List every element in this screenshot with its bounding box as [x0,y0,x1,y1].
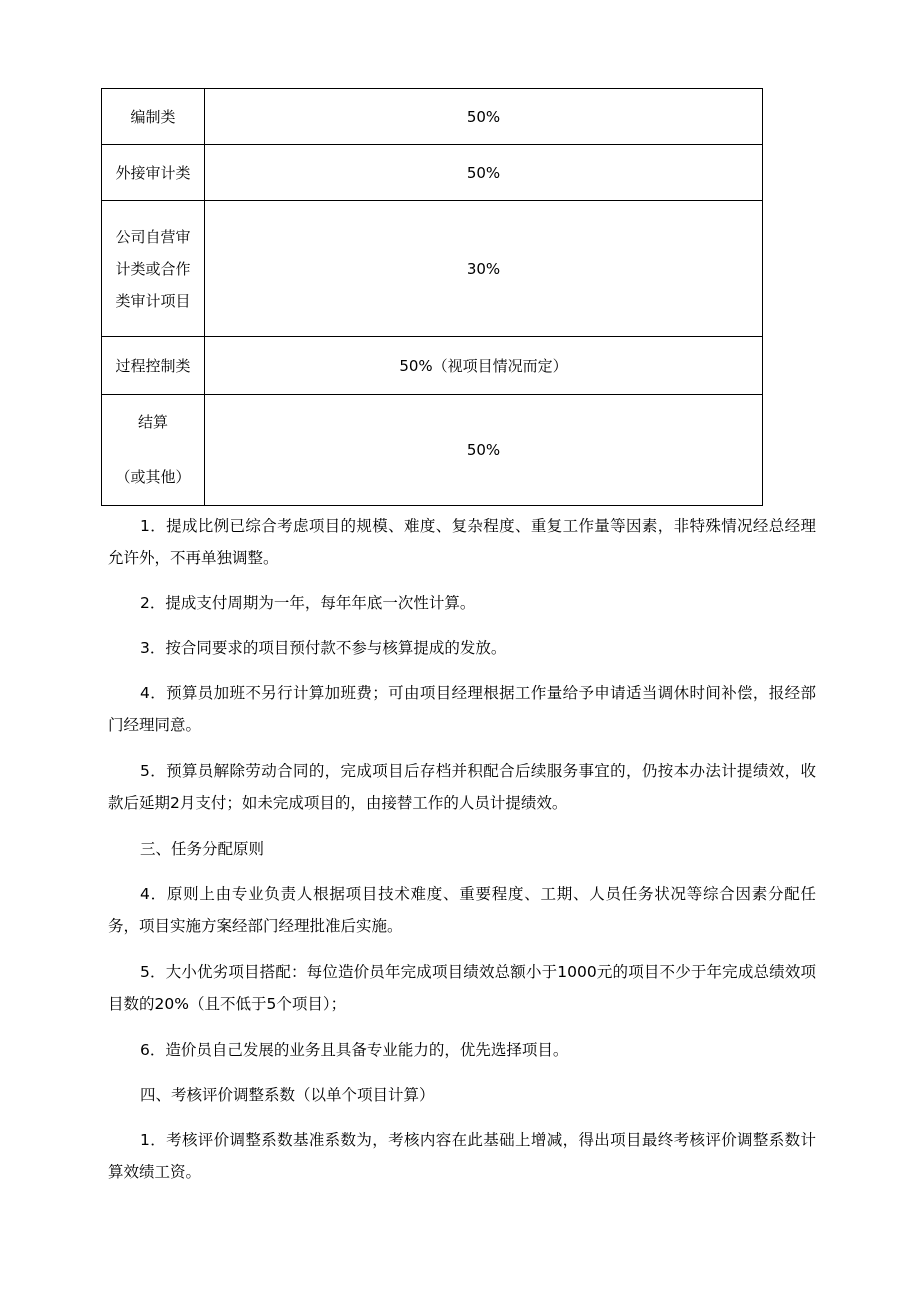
table-row [102,201,763,337]
row-value: 50% [205,89,763,145]
row-value: 50% [205,145,763,201]
row-label-line: 结算 [137,413,168,431]
paragraph-2: 2．提成支付周期为一年，每年年底一次性计算。 [140,594,476,612]
row-label [102,395,205,506]
paragraph-3: 3．按合同要求的项目预付款不参与核算提成的发放。 [140,639,507,657]
row-label [102,201,205,337]
row-label-line: 类审计项目 [115,291,191,310]
row-label-line: 计类或合作 [115,259,191,278]
row-label-text: 外接审计类 [115,163,191,182]
row-label-text: 编制类 [130,107,176,126]
paragraph-5: 5．预算员解除劳动合同的，完成项目后存档并积配合后续服务事宜的，仍按本办法计提绩效，收款后延期2月支付；如未完成项目的，由接替工作的人员计提绩效。 [108,762,816,812]
paragraph-6: 4．原则上由专业负责人根据项目技术难度、重要程度、工期、人员任务状况等综合因素分配任务，项目实施方案经部门经理批准后实施。 [108,885,816,935]
row-value: 50% [205,395,763,506]
paragraph-8: 6．造价员自己发展的业务且具备专业能力的，优先选择项目。 [140,1041,569,1059]
section-heading-4: 四、考核评价调整系数（以单个项目计算） [140,1086,435,1104]
row-label-line: （或其他） [115,468,191,486]
row-value: 30% [205,201,763,337]
paragraph-7: 5．大小优劣项目搭配：每位造价员年完成项目绩效总额小于1000元的项目不少于年完成总绩效项目数的20%（且不低于5个项目）； [108,963,816,1013]
table-row [102,145,763,201]
commission-rate-table [101,88,763,506]
paragraph-9: 1．考核评价调整系数基准系数为，考核内容在此基础上增减，得出项目最终考核评价调整系数计算效绩工资。 [108,1131,816,1181]
table-row [102,337,763,395]
row-label-text: 过程控制类 [115,356,191,375]
section-heading-3: 三、任务分配原则 [140,840,265,858]
row-value: 50%（视项目情况而定） [205,337,763,395]
row-label [102,89,205,145]
paragraph-1: 1．提成比例已综合考虑项目的规模、难度、复杂程度、重复工作量等因素，非特殊情况经总经理允许外，不再单独调整。 [108,517,816,567]
paragraph-4: 4．预算员加班不另行计算加班费；可由项目经理根据工作量给予申请适当调休时间补偿，报经部门经理同意。 [108,684,816,734]
table-row [102,395,763,506]
row-label [102,337,205,395]
table-row [102,89,763,145]
row-label [102,145,205,201]
row-label-line: 公司自营审 [115,227,191,246]
